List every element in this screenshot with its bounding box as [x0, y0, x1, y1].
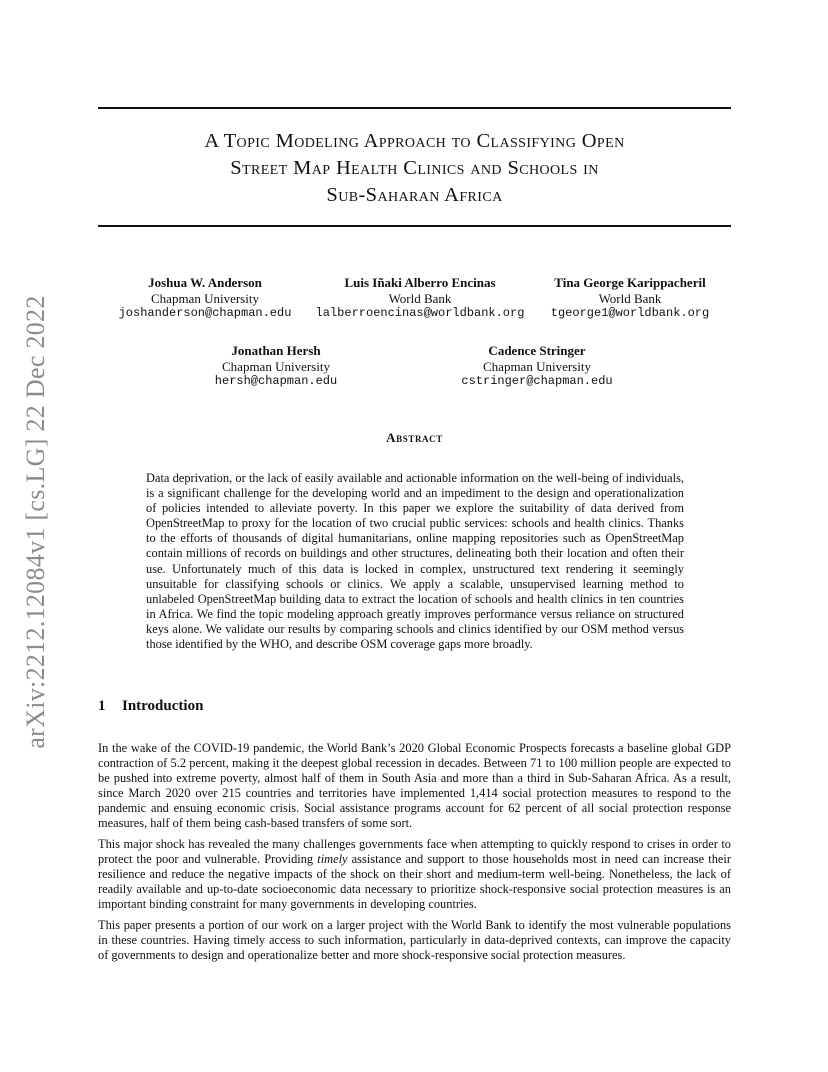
arxiv-identifier-text: arXiv:2212.12084v1 [cs.LG] 22 Dec 2022 — [21, 295, 50, 749]
author-block — [461, 343, 612, 390]
paragraph-text: This major shock has revealed the many challenges governments face when attempting to quickly respond to crises in order to protect the poor and vulnerable. Providing — [98, 837, 731, 867]
author-affiliation: Chapman University — [151, 290, 259, 306]
author-block — [119, 275, 292, 322]
section-heading — [98, 698, 203, 715]
section-number: 1 — [98, 698, 106, 714]
emphasized-word: timely — [317, 852, 348, 867]
author-affiliation: World Bank — [598, 290, 662, 306]
author-block — [551, 275, 709, 322]
title-line-1: A Topic Modeling Approach to Classifying Open — [204, 130, 625, 152]
author-name: Luis Iñaki Alberro Encinas — [344, 275, 496, 290]
author-affiliation: Chapman University — [483, 358, 591, 374]
title-line-2: Street Map Health Clinics and Schools in — [230, 157, 599, 179]
author-email[interactable]: lalberroencinas@worldbank.org — [315, 306, 525, 320]
author-email[interactable]: cstringer@chapman.edu — [461, 374, 613, 388]
paper-title — [98, 128, 731, 209]
author-name: Tina George Karippacheril — [554, 275, 706, 290]
author-email[interactable]: hersh@chapman.edu — [214, 374, 338, 388]
body-paragraph: In the wake of the COVID-19 pandemic, the World Bank’s 2020 Global Economic Prospects forecasts a baseline global GDP contraction of 5.2 percent, making it the deepest global recession in decades. Between 71 to 100 million people are expected to be pushed into extreme poverty, almost half of them in South Asia and more than a third in Sub-Saharan Africa. As a result, since March 2020 over 215 countries and territories have implemented 1,414 social protection measures to respond to the pandemic and ensuing economic crisis. Social assistance programs account for 62 percent of all social protection response measures, half of them being cash-based transfers of some sort. — [98, 741, 731, 831]
author-affiliation: Chapman University — [222, 358, 330, 374]
body-paragraph: This paper presents a portion of our work on a larger project with the World Bank to identify the most vulnerable populations in these countries. Having timely access to such information, particularly in data-deprived contexts, can improve the capacity of governments to design and operationalize better and more shock-responsive social protection measures. — [98, 918, 731, 963]
body-paragraph — [98, 837, 731, 912]
author-name: Cadence Stringer — [488, 343, 586, 358]
author-email[interactable]: joshanderson@chapman.edu — [118, 306, 292, 320]
title-line-3: Sub-Saharan Africa — [326, 184, 503, 206]
paragraph-text: assistance and support to those households most in need can increase their resilience and reduce the negative impacts of the shock on their short and medium-term well-being. Nonetheless, the lack of readily available and up-to-date socioeconomic data necessary to prioritize shock-responsive social protection measures is an important binding constraint for many governments in developing countries. — [98, 852, 731, 912]
abstract-heading: Abstract — [386, 430, 443, 445]
author-email[interactable]: tgeorge1@worldbank.org — [550, 306, 710, 320]
author-name: Joshua W. Anderson — [148, 275, 262, 290]
author-block — [316, 275, 525, 322]
author-name: Jonathan Hersh — [231, 343, 321, 358]
author-affiliation: World Bank — [388, 290, 452, 306]
title-top-rule — [98, 107, 731, 109]
section-title: Introduction — [122, 698, 204, 714]
abstract-text: Data deprivation, or the lack of easily available and actionable information on the well-being of individuals, is a significant challenge for the developing world and an impediment to the design and operationalization of policies intended to alleviate poverty. In this paper we explore the suitability of data derived from OpenStreetMap to proxy for the location of two crucial public services: schools and health clinics. Thanks to the efforts of thousands of digital humanitarians, online mapping repositories such as OpenStreetMap contain millions of records on buildings and other structures, delineating both their location and often their use. Unfortunately much of this data is locked in complex, unstructured text rendering it seemingly unsuitable for classifying schools or clinics. We apply a scalable, unsupervised learning method to unlabeled OpenStreetMap building data to extract the location of schools and health clinics in ten countries in Africa. We find the topic modeling approach greatly improves performance versus reliance on structured keys alone. We validate our results by comparing schools and clinics identified by our OSM method versus those identified by the WHO, and describe OSM coverage gaps more broadly. — [146, 471, 684, 652]
title-bottom-rule — [98, 225, 731, 227]
author-block — [215, 343, 337, 390]
